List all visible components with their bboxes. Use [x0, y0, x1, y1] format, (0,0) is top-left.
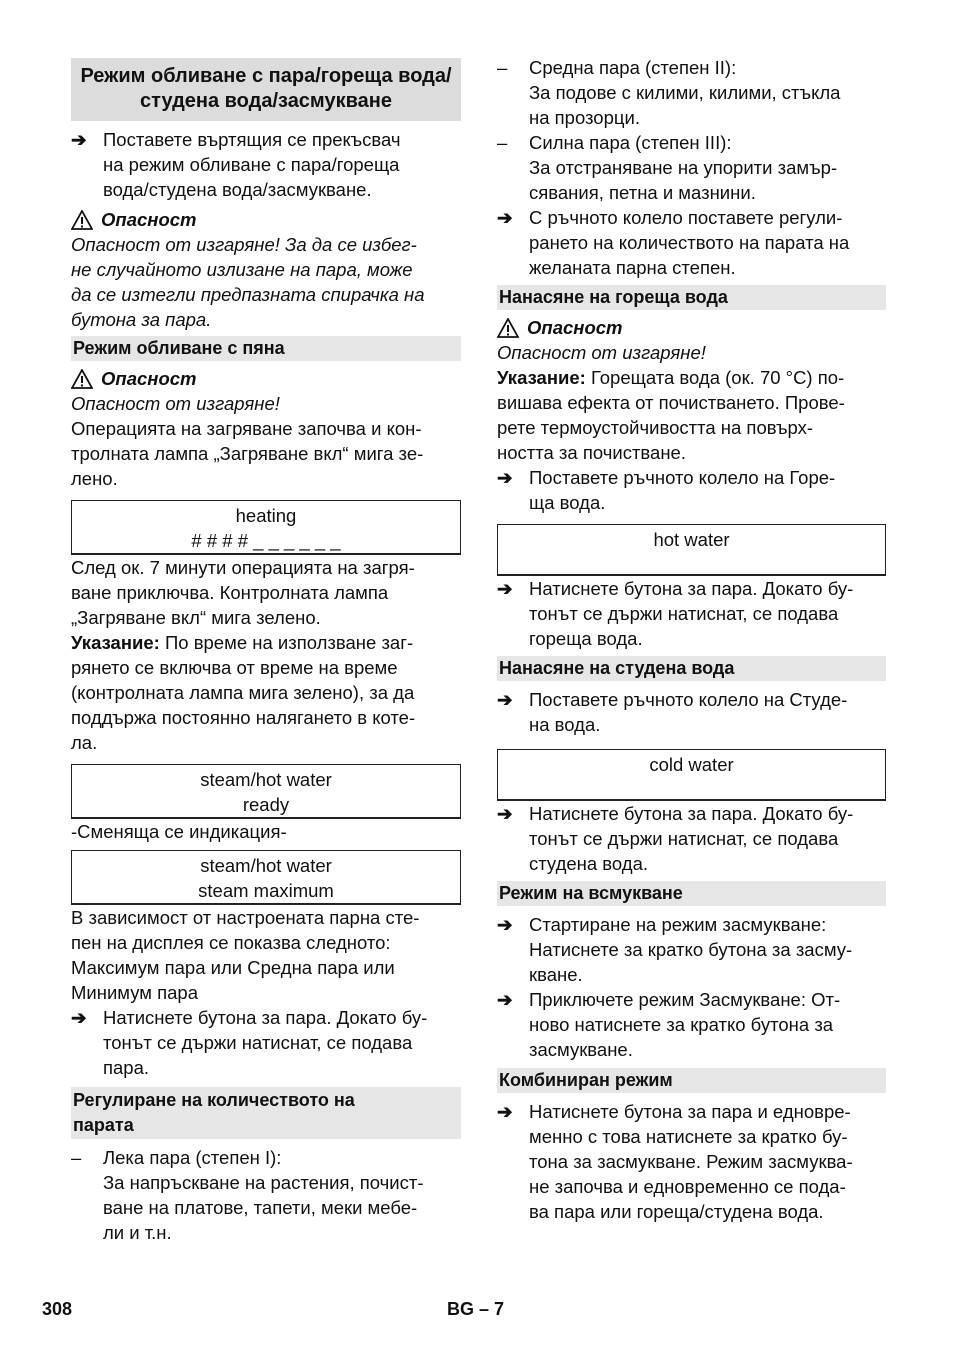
section-heading-hot-water: Нанасяне на гореща вода	[497, 285, 886, 310]
dash-marker: –	[71, 1147, 82, 1168]
arrow-icon: ➔	[497, 689, 513, 710]
note-paragraph: Указание: Горещата вода (ок. 70 °C) по- вишава ефекта от почистването. Прове- рете термоустойчивостта на повърх- ността за почистване.	[497, 367, 845, 463]
note-label: Указание:	[71, 632, 160, 653]
arrow-icon: ➔	[497, 989, 513, 1010]
note-paragraph: Указание: По време на използване заг- рянето се включва от време на време (контролната лампа мига зелено), за да поддържа постоянно налягането в коте- ла.	[71, 632, 416, 753]
dash-marker: –	[497, 57, 508, 78]
display-box-heating: heating # # # # _ _ _ _ _ _	[71, 500, 461, 555]
warning-icon	[71, 369, 93, 389]
danger-text: Опасност от изгаряне!	[497, 342, 706, 363]
arrow-icon: ➔	[497, 578, 513, 599]
list-item: – Силна пара (степен III): За отстраняване на упорити замър- сявания, петна и мазнини.	[497, 132, 838, 203]
list-item: – Лека пара (степен I): За напръскване на растения, почист- ване на платове, тапети, меки мебе- ли и т.н.	[71, 1147, 424, 1243]
instruction-item: ➔ Натиснете бутона за пара и едновре- менно с това натиснете за кратко бу- тона за засмукване. Режим засмуква- не започва и едновременно се пода- ва пара или гореща/студена вода.	[497, 1101, 853, 1222]
instruction-item: ➔ Натиснете бутона за пара. Докато бу- тонът се държи натиснат, се подава гореща вода.	[497, 578, 854, 649]
section-heading-foam: Режим обливане с пяна	[71, 336, 461, 361]
arrow-icon: ➔	[497, 914, 513, 935]
paragraph: След ок. 7 минути операцията на загря- ване приключва. Контролната лампа „Загряване вкл“ мига зелено.	[71, 557, 415, 628]
instruction-item: ➔ Приключете режим Засмукване: От- ново натиснете за кратко бутона за засмукване.	[497, 989, 841, 1060]
arrow-icon: ➔	[497, 207, 513, 228]
instruction-item: ➔ Натиснете бутона за пара. Докато бу- тонът се държи натиснат, се подава студена вода.	[497, 803, 854, 874]
section-heading-cold-water: Нанасяне на студена вода	[497, 656, 886, 681]
danger-heading: Опасност	[71, 366, 461, 391]
right-column	[497, 55, 886, 1224]
display-box-hot-water: hot water	[497, 524, 886, 576]
paragraph: Операцията на загряване започва и кон- тролната лампа „Загряване вкл“ мига зе- лено.	[71, 418, 424, 489]
instruction-item: ➔ Поставете ръчното колело на Студе- на вода.	[497, 689, 848, 735]
danger-text: Опасност от изгаряне!	[71, 393, 280, 414]
display-box-ready: steam/hot water ready	[71, 764, 461, 819]
warning-icon	[497, 318, 519, 338]
alternating-label: -Сменяща се индикация-	[71, 821, 287, 842]
arrow-icon: ➔	[497, 467, 513, 488]
section-heading-suction: Режим на всмукване	[497, 881, 886, 906]
danger-heading: Опасност	[71, 207, 461, 232]
instruction-item: ➔ Стартиране на режим засмукване: Натиснете за кратко бутона за засму- кване.	[497, 914, 853, 985]
danger-text: Опасност от изгаряне! За да се избег- не случайното излизане на пара, може да се изтегли предпазната спирачка на бутона за пара.	[71, 234, 425, 330]
page-number: 308	[42, 1299, 73, 1319]
left-column	[71, 55, 461, 1245]
section-heading-main: Режим обливане с пара/гореща вода/студена вода/засмукване	[71, 58, 461, 121]
arrow-icon: ➔	[71, 129, 87, 150]
dash-marker: –	[497, 132, 508, 153]
instruction-item: ➔ Натиснете бутона за пара. Докато бу- тонът се държи натиснат, се подава пара.	[71, 1007, 428, 1078]
note-label: Указание:	[497, 367, 586, 388]
arrow-icon: ➔	[497, 803, 513, 824]
instruction-item: ➔ Поставете въртящия се прекъсвач на режим обливане с пара/гореща вода/студена вода/засмукване.	[71, 129, 401, 200]
section-heading-steam-amount: Регулиране на количеството на парата	[71, 1087, 461, 1139]
arrow-icon: ➔	[497, 1101, 513, 1122]
danger-heading: Опасност	[497, 315, 886, 340]
paragraph: В зависимост от настроената парна сте- пен на дисплея се показва следното: Максимум пара или Средна пара или Минимум пара	[71, 907, 420, 1003]
section-heading-combined: Комбиниран режим	[497, 1068, 886, 1093]
instruction-item: ➔ С ръчното колело поставете регули- рането на количеството на парата на желаната парна степен.	[497, 207, 850, 278]
list-item: – Средна пара (степен II): За подове с килими, килими, стъкла на прозорци.	[497, 57, 841, 128]
arrow-icon: ➔	[71, 1007, 87, 1028]
section-page-label: BG – 7	[447, 1299, 505, 1319]
instruction-item: ➔ Поставете ръчното колело на Горе- ща вода.	[497, 467, 836, 513]
display-box-cold-water: cold water	[497, 749, 886, 801]
display-box-steam-max: steam/hot water steam maximum	[71, 850, 461, 905]
warning-icon	[71, 210, 93, 230]
